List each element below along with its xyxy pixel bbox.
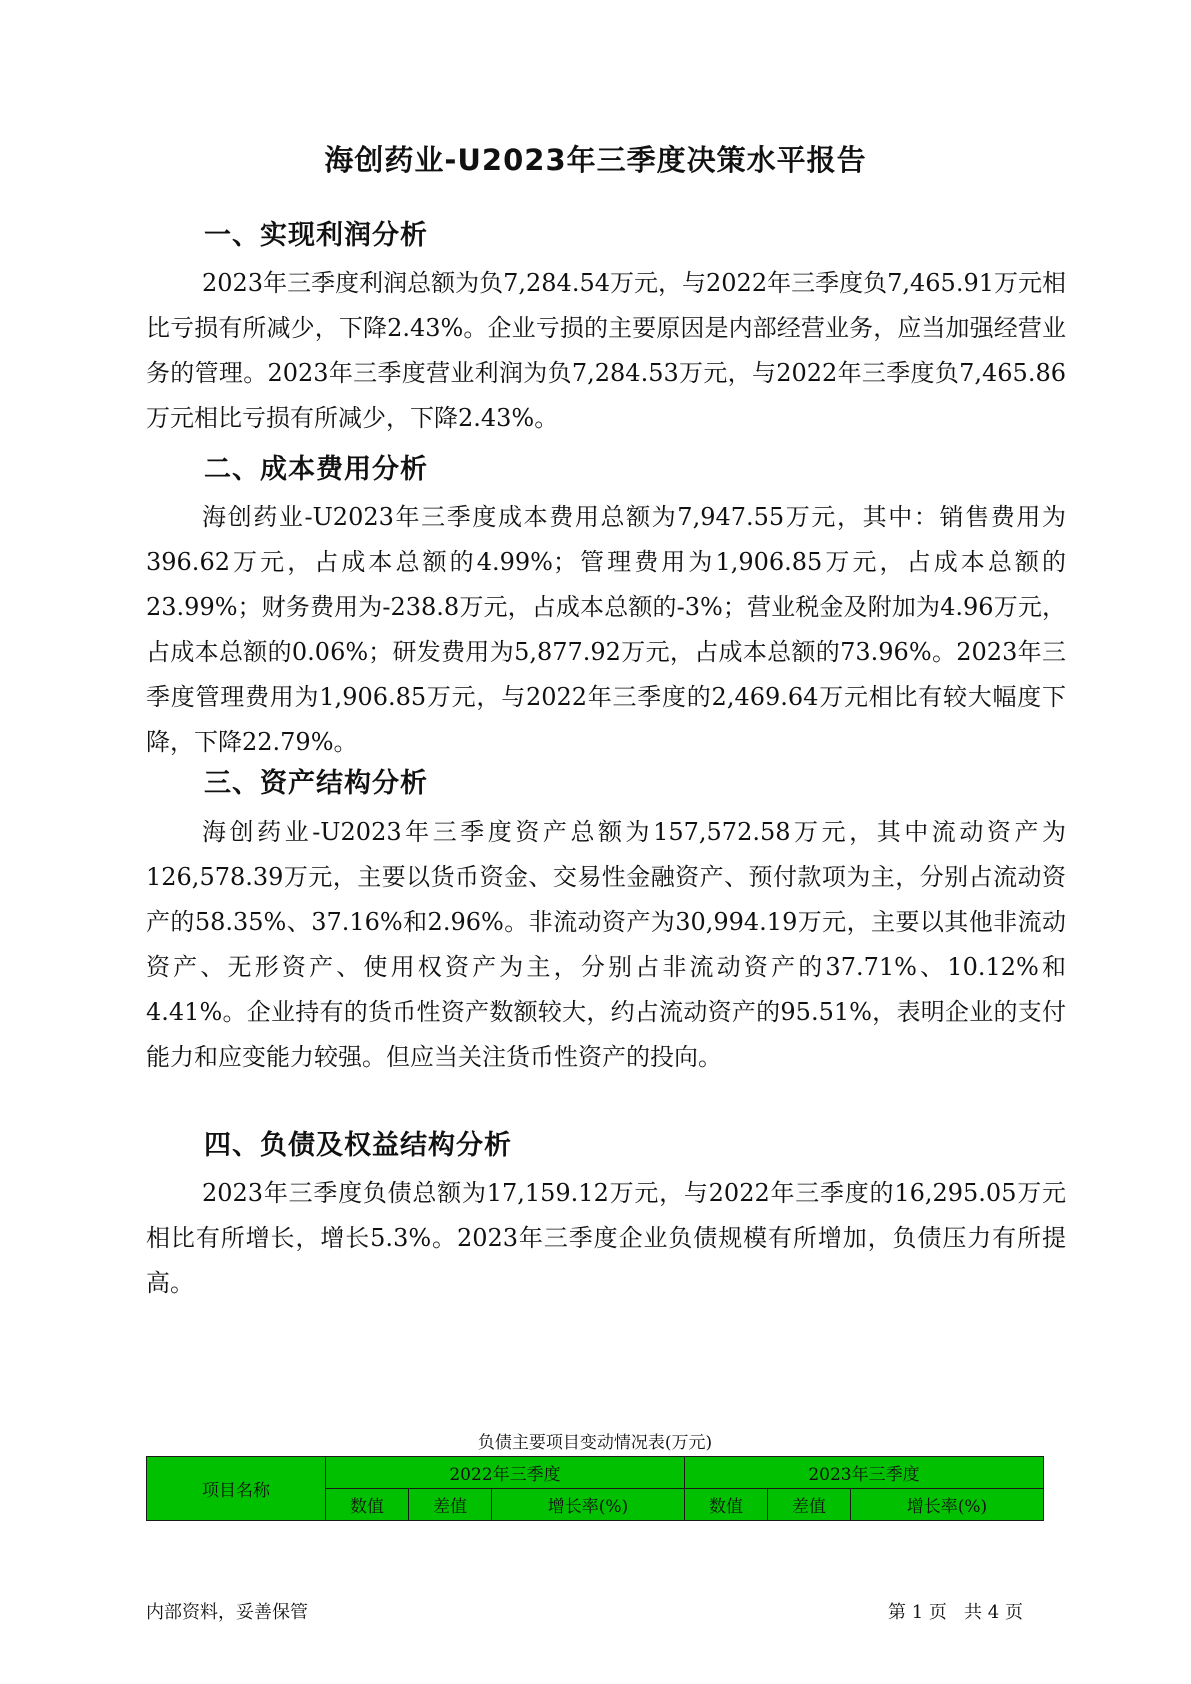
subheader-value-2022: 数值 — [326, 1489, 409, 1521]
section-paragraph-profit: 2023年三季度利润总额为负7,284.54万元，与2022年三季度负7,465.91万元相比亏损有所减少，下降2.43%。企业亏损的主要原因是内部经营业务，应当加强经营业务的管理。2023年三季度营业利润为负7,284.53万元，与2022年三季度负7,465.86万元相比亏损有所减少，下降2.43%。 — [146, 269, 1066, 432]
liability-table — [146, 1456, 1044, 1521]
section-paragraph-liabilities: 2023年三季度负债总额为17,159.12万元，与2022年三季度的16,295.05万元相比有所增长，增长5.3%。2023年三季度企业负债规模有所增加，负债压力有所提高。 — [146, 1179, 1066, 1297]
subheader-value-2023: 数值 — [684, 1489, 767, 1521]
section-heading-cost: 二、成本费用分析 — [204, 454, 428, 485]
section-paragraph-cost: 海创药业-U2023年三季度成本费用总额为7,947.55万元，其中：销售费用为396.62万元，占成本总额的4.99%；管理费用为1,906.85万元，占成本总额的23.99%；财务费用为-238.8万元，占成本总额的-3%；营业税金及附加为4.96万元，占成本总额的0.06%；研发费用为5,877.92万元，占成本总额的73.96%。2023年三季度管理费用为1,906.85万元，与2022年三季度的2,469.64万元相比有较大幅度下降，下降22.79%。 — [146, 503, 1066, 756]
table-caption: 负债主要项目变动情况表(万元) — [477, 1433, 713, 1453]
subheader-growth-2023: 增长率(%) — [850, 1489, 1043, 1521]
section-heading-assets: 三、资产结构分析 — [204, 768, 428, 799]
table-header-row — [147, 1457, 1044, 1489]
section-heading-profit: 一、实现利润分析 — [204, 220, 428, 251]
section-paragraph-assets: 海创药业-U2023年三季度资产总额为157,572.58万元，其中流动资产为126,578.39万元，主要以货币资金、交易性金融资产、预付款项为主，分别占流动资产的58.35%、37.16%和2.96%。非流动资产为30,994.19万元，主要以其他非流动资产、无形资产、使用权资产为主，分别占非流动资产的37.71%、10.12%和4.41%。企业持有的货币性资产数额较大，约占流动资产的95.51%，表明企业的支付能力和应变能力较强。但应当关注货币性资产的投向。 — [146, 818, 1066, 1071]
report-title: 海创药业-U2023年三季度决策水平报告 — [324, 143, 867, 177]
footer-note: 内部资料，妥善保管 — [146, 1602, 308, 1623]
period-header-2023: 2023年三季度 — [684, 1457, 1043, 1489]
subheader-diff-2022: 差值 — [408, 1489, 491, 1521]
section-heading-liabilities: 四、负债及权益结构分析 — [204, 1130, 512, 1161]
page-number: 第 1 页 共 4 页 — [888, 1602, 1023, 1623]
subheader-diff-2023: 差值 — [767, 1489, 850, 1521]
subheader-growth-2022: 增长率(%) — [491, 1489, 684, 1521]
item-name-header: 项目名称 — [147, 1457, 326, 1521]
period-header-2022: 2022年三季度 — [326, 1457, 685, 1489]
